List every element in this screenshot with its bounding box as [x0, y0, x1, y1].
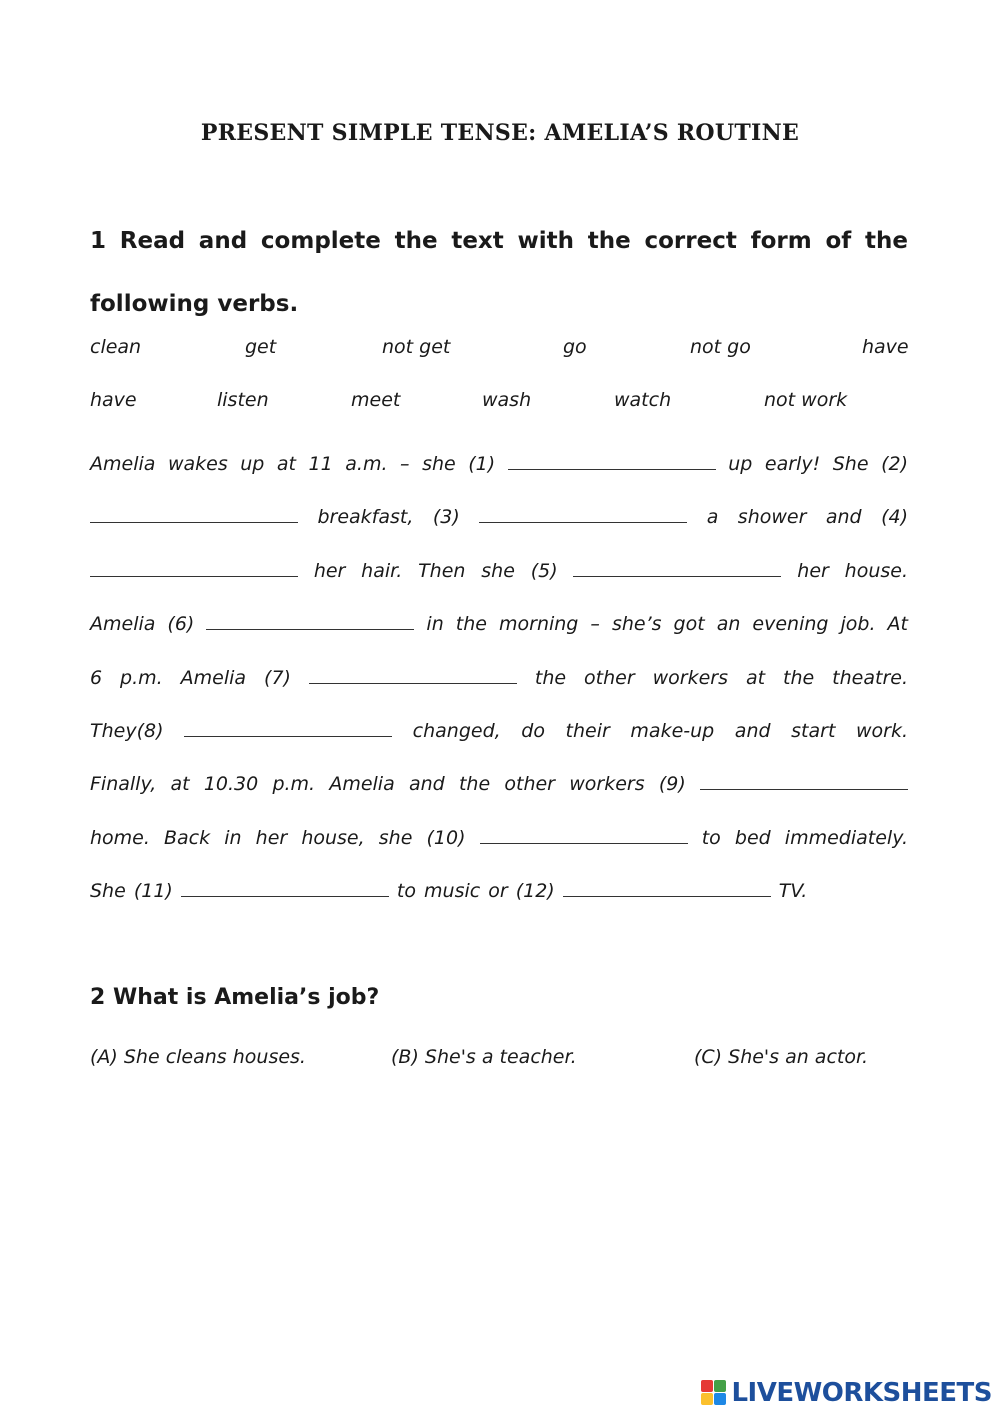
passage-line	[90, 865, 908, 918]
verb-bank-row-1	[90, 336, 908, 366]
passage-text: breakfast, (3)	[298, 506, 480, 529]
answer-blank-6[interactable]	[206, 615, 414, 630]
verb-option: not go	[690, 336, 751, 358]
passage-text: to music or (12)	[388, 880, 563, 903]
option-c[interactable]: (C) She's an actor.	[694, 1046, 869, 1068]
answer-blank-3[interactable]	[479, 508, 687, 523]
passage-text: in the morning – she’s got an evening job. At	[414, 613, 909, 636]
verb-option: meet	[351, 389, 401, 411]
answer-blank-4[interactable]	[90, 562, 298, 577]
passage-line	[90, 812, 908, 865]
passage-text: the other workers at the theatre.	[516, 666, 908, 689]
passage-text: TV.	[770, 880, 808, 903]
answer-blank-5[interactable]	[573, 562, 781, 577]
passage-text: home. Back in her house, she (10)	[90, 826, 480, 849]
verb-option: wash	[482, 389, 532, 411]
verb-option: clean	[90, 336, 142, 358]
logo-squares-icon	[701, 1380, 727, 1406]
passage-text: to bed immediately.	[687, 826, 909, 849]
verb-option: listen	[217, 389, 269, 411]
passage-line	[90, 598, 908, 651]
passage-text: her hair. Then she (5)	[298, 559, 574, 582]
passage-text: a shower and (4)	[687, 506, 908, 529]
passage-text: Amelia (6)	[90, 613, 207, 636]
passage-text: 6 p.m. Amelia (7)	[90, 666, 309, 689]
verb-option: have	[90, 389, 137, 411]
question-2: 2 What is Amelia’s job?	[90, 985, 380, 1010]
passage-text: up early! She (2)	[715, 453, 908, 475]
verb-option: go	[563, 336, 587, 358]
gap-fill-passage	[90, 438, 908, 919]
passage-text: They(8)	[90, 719, 185, 742]
liveworksheets-logo	[701, 1378, 992, 1408]
passage-line	[90, 652, 908, 705]
passage-text: Finally, at 10.30 p.m. Amelia and the other workers (9)	[90, 773, 700, 796]
option-b[interactable]: (B) She's a teacher.	[391, 1046, 577, 1068]
worksheet-title: PRESENT SIMPLE TENSE: AMELIA’S ROUTINE	[200, 120, 800, 146]
logo-text: LIVEWORKSHEETS	[731, 1378, 992, 1408]
passage-text: changed, do their make-up and start work.	[392, 719, 908, 742]
answer-blank-9[interactable]	[700, 775, 908, 790]
answer-blank-7[interactable]	[309, 669, 517, 684]
passage-line	[90, 438, 908, 491]
verb-option: get	[245, 336, 277, 358]
passage-text: Amelia wakes up at 11 a.m. – she (1)	[90, 453, 508, 475]
passage-line	[90, 545, 908, 598]
question-1-instruction: 1 Read and complete the text with the correct form of the following verbs.	[90, 228, 908, 317]
answer-blank-1[interactable]	[508, 455, 716, 470]
verb-option: watch	[614, 389, 672, 411]
answer-blank-8[interactable]	[184, 722, 392, 737]
verb-option: not work	[764, 389, 848, 411]
answer-blank-11[interactable]	[181, 882, 389, 897]
passage-text: She (11)	[90, 880, 181, 903]
answer-blank-10[interactable]	[480, 829, 688, 844]
answer-blank-2[interactable]	[90, 508, 298, 523]
verb-bank-row-2	[90, 389, 908, 419]
option-a[interactable]: (A) She cleans houses.	[90, 1046, 306, 1068]
verb-option: have	[862, 336, 909, 358]
verb-option: not get	[382, 336, 451, 358]
passage-line	[90, 758, 908, 811]
passage-line	[90, 705, 908, 758]
passage-text: her house.	[781, 559, 908, 582]
passage-line	[90, 491, 908, 544]
answer-blank-12[interactable]	[563, 882, 771, 897]
